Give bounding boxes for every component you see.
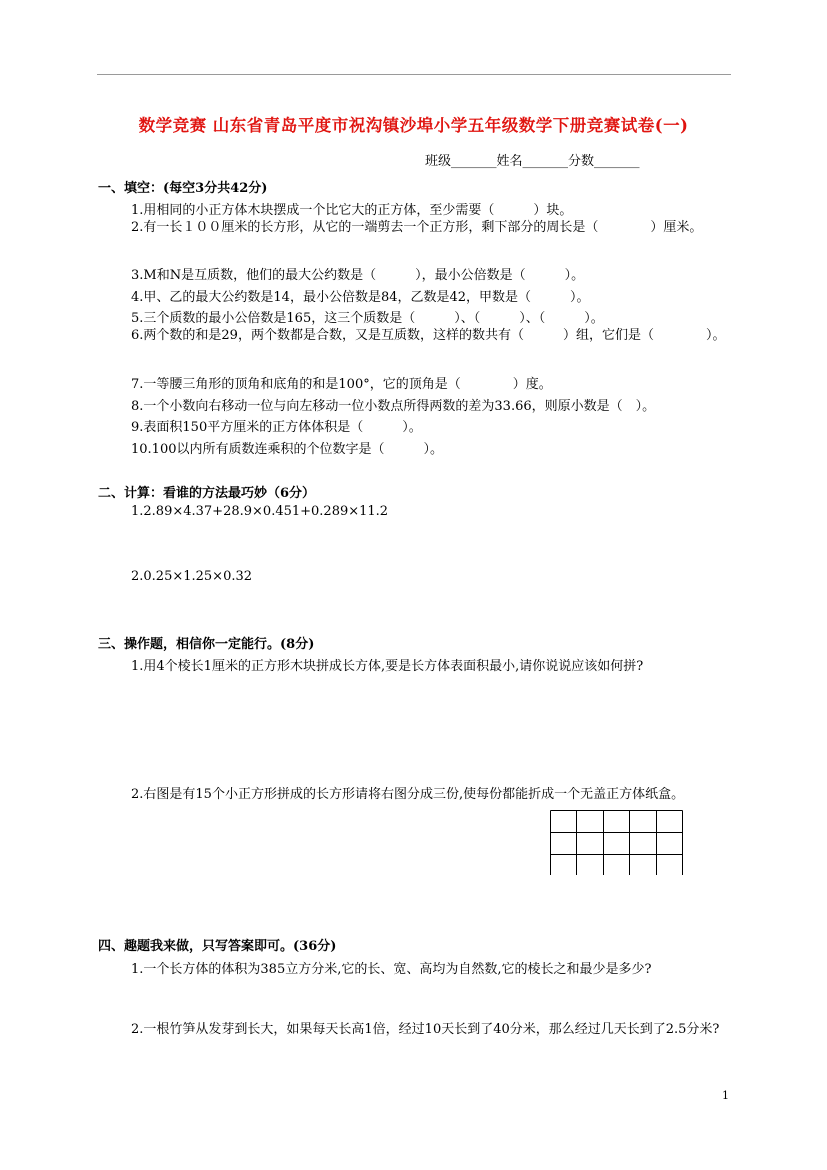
rectangle-grid-diagram	[550, 810, 684, 876]
question: 1.一个长方体的体积为385立方分米,它的长、宽、高均为自然数,它的棱长之和最少是多少?	[131, 962, 652, 977]
question: 2.一根竹笋从发芽到长大，如果每天长高1倍，经过10天长到了40分米，那么经过几天长到了2.5分米?	[131, 1022, 720, 1037]
question: 2.右图是有15个小正方形拼成的长方形请将右图分成三份,使每份都能折成一个无盖正方体纸盒。	[131, 787, 685, 802]
question: 6.两个数的和是29，两个数都是合数，又是互质数，这样的数共有（ ）组，它们是（ ）。	[131, 328, 726, 343]
question: 1.用4个棱长1厘米的正方形木块拼成长方体,要是长方体表面积最小,请你说说应该如何拼?	[131, 659, 644, 674]
student-info-line: 班级_______姓名_______分数_______	[425, 154, 640, 169]
question: 9.表面积150平方厘米的正方体体积是（ ）。	[131, 420, 422, 435]
section-heading-operation: 三、操作题，相信你一定能行。(8分)	[98, 637, 315, 652]
question: 8.一个小数向右移动一位与向左移动一位小数点所得两数的差为33.66，则原小数是（ ）。	[131, 399, 656, 414]
section-heading-fill-blank: 一、填空：(每空3分共42分)	[98, 181, 268, 196]
question: 2.有一长１００厘米的长方形，从它的一端剪去一个正方形，剩下部分的周长是（ ）厘米。	[131, 220, 703, 235]
page-number: 1	[722, 1089, 729, 1102]
section-heading-fun-problems: 四、趣题我来做，只写答案即可。(36分)	[98, 939, 337, 954]
question: 5.三个质数的最小公倍数是165，这三个质数是（ ）、（ ）、（ ）。	[131, 311, 604, 326]
page-title: 数学竞赛 山东省青岛平度市祝沟镇沙埠小学五年级数学下册竞赛试卷(一)	[138, 116, 689, 135]
question: 10.100以内所有质数连乘积的个位数字是（ ）。	[131, 442, 443, 457]
question: 3.M和N是互质数，他们的最大公约数是（ ），最小公倍数是（ ）。	[131, 268, 585, 283]
question: 1.用相同的小正方体木块摆成一个比它大的正方体，至少需要（ ）块。	[131, 203, 573, 218]
question: 7.一等腰三角形的顶角和底角的和是100°，它的顶角是（ ）度。	[131, 377, 552, 392]
question: 2.0.25×1.25×0.32	[131, 569, 253, 584]
section-heading-calculation: 二、计算：看谁的方法最巧妙（6分）	[98, 486, 316, 501]
header-rule	[97, 74, 731, 75]
question: 4.甲、乙的最大公约数是14，最小公倍数是84，乙数是42，甲数是（ ）。	[131, 290, 590, 305]
question: 1.2.89×4.37+28.9×0.451+0.289×11.2	[131, 504, 389, 519]
